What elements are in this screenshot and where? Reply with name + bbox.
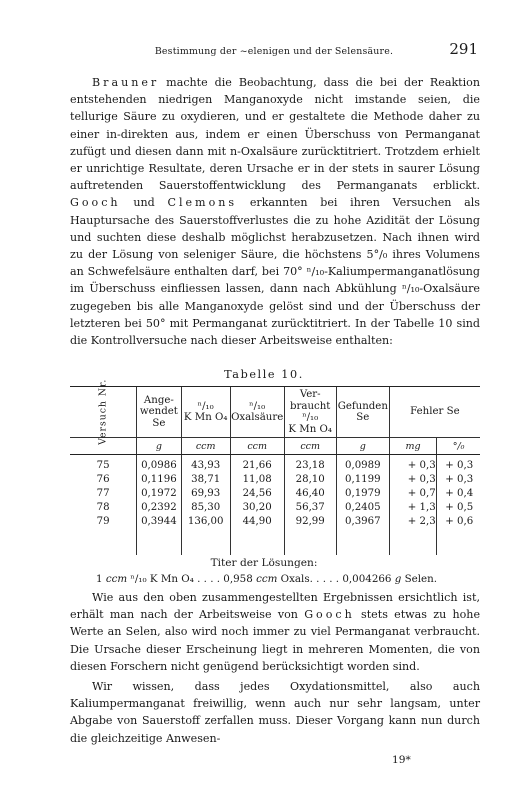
header-cell-nr: Versuch Nr.	[70, 387, 137, 438]
paragraph-text: machte die Beobachtung, dass die bei der Reaktion entstehenden niedrigen Manganoxyde nicht imstande seien, die tellurige Säure zu oxydieren, und er gestaltete die Methode daher zu einer in-direkten aus, indem er einen Überschuss von Permanganat zufügt und diesen dann mit n-Oxalsäure zurücktitriert. Trotzdem erhielt er unrichtige Resultate, deren Ursache er in der stets in saurer Lösung auftretenden Sauerstoffentwicklung des Permanganats erblickt.	[70, 76, 480, 193]
unit-cell: g	[137, 438, 181, 455]
unit-cell: mg	[389, 438, 437, 455]
paragraph-text: Wie aus den oben zusammengestellten Ergebnissen ersichtlich ist, erhält man nach der Arbeitsweise von	[70, 591, 480, 622]
table-row	[70, 455, 480, 474]
running-header	[70, 36, 478, 60]
cell-nr: 76	[96, 474, 110, 485]
cell-kmno4: 69,93	[181, 487, 230, 501]
paragraph-text: und	[120, 196, 168, 210]
header-cell-oxalic: ⁿ/₁₀ Oxalsäure	[230, 387, 284, 438]
cell-se: 0,1972	[137, 487, 181, 501]
cell-oxal: 11,08	[230, 473, 284, 487]
page-number: 291	[449, 40, 478, 58]
titer-title: Titer der Lösungen:	[210, 557, 318, 569]
cell-err-mg: + 0,7	[389, 487, 437, 501]
cell-found: 0,1979	[336, 487, 389, 501]
cell-oxal: 24,56	[230, 487, 284, 501]
cell-se: 0,1196	[137, 473, 181, 487]
header-cell-found: Gefunden Se	[336, 387, 389, 438]
cell-kmno4: 136,00	[181, 515, 230, 555]
cell-err-mg: + 2,3	[389, 515, 437, 555]
cell-se: 0,0986	[137, 455, 181, 474]
paragraph-results	[70, 589, 480, 675]
cell-err-pct: + 0,3	[437, 473, 480, 487]
unit-cell: ccm	[230, 438, 284, 455]
cell-oxal: 21,66	[230, 455, 284, 474]
unit-cell: ccm	[284, 438, 336, 455]
cell-err-pct: + 0,5	[437, 501, 480, 515]
cell-found: 0,0989	[336, 455, 389, 474]
table-row	[70, 501, 480, 515]
header-cell-error: Fehler Se	[389, 387, 480, 438]
paragraph-text: Wir wissen, dass jedes Oxydationsmittel, also auch Kaliumpermanganat freiwillig, wenn auch nur sehr langsam, unter Abgabe von Sauerstoff zerfallen muss. Dieser Vorgang kann nun durch die gleichzeitige Anwesen-	[70, 680, 480, 745]
cell-kmno4: 38,71	[181, 473, 230, 487]
cell-oxal: 44,90	[230, 515, 284, 555]
cell-used: 46,40	[284, 487, 336, 501]
cell-nr: 75	[96, 460, 110, 471]
cell-found: 0,2405	[336, 501, 389, 515]
author-name: Brauner	[92, 76, 160, 89]
cell-oxal: 30,20	[230, 501, 284, 515]
unit-cell: g	[336, 438, 389, 455]
paragraph-oxidation	[70, 678, 480, 747]
paragraph-brauner	[70, 74, 480, 349]
cell-se: 0,3944	[137, 515, 181, 555]
paragraph-text: erkannten bei ihren Versuchen als Hauptursache des Sauerstoffverlustes die zu hohe Azidität der Lösung und suchten diese deshalb möglichst herabzusetzen. Nach ihnen wird zu der Lösung von seleniger Säure, die höchstens 5°/₀ ihres Volumens an Schwefelsäure enthalten darf, bei 70° ⁿ/₁₀-Kaliumpermanganatlösung im Überschuss einfliessen lassen, dann nach Abkühlung ⁿ/₁₀-Oxalsäure zugegeben bis alle Manganoxyde gelöst sind und der Überschuss der letzteren bei 50° mit Permanganat zurücktitriert. In der Tabelle 10 sind die Kontrollversuche nach dieser Arbeitsweise enthalten:	[70, 196, 480, 348]
header-cell-se-weight: Ange- wendet Se	[137, 387, 181, 438]
titer-line: 1 ccm ⁿ/₁₀ K Mn O₄ . . . . 0,958 ccm Oxals. . . . . 0,004266 g Selen.	[96, 573, 438, 585]
cell-used: 28,10	[284, 473, 336, 487]
cell-kmno4: 43,93	[181, 455, 230, 474]
cell-found: 0,1199	[336, 473, 389, 487]
cell-nr: 78	[96, 502, 110, 513]
table-caption: Tabelle 10.	[224, 368, 304, 381]
cell-used: 23,18	[284, 455, 336, 474]
signature-mark: 19*	[392, 754, 411, 766]
cell-err-mg: + 1,3	[389, 501, 437, 515]
cell-err-mg: + 0,3	[389, 455, 437, 474]
results-table	[70, 378, 480, 555]
table-row	[70, 487, 480, 501]
header-cell-used: Ver- braucht ⁿ/₁₀ K Mn O₄	[284, 387, 336, 438]
cell-se: 0,2392	[137, 501, 181, 515]
unit-cell: ccm	[181, 438, 230, 455]
cell-err-pct: + 0,6	[437, 515, 480, 555]
header-cell-kmno4: ⁿ/₁₀ K Mn O₄	[181, 387, 230, 438]
running-title: Bestimmung der ~elenigen und der Selensäure.	[154, 46, 394, 57]
table-row	[70, 515, 480, 555]
cell-err-pct: + 0,4	[437, 487, 480, 501]
cell-err-pct: + 0,3	[437, 455, 480, 474]
cell-used: 56,37	[284, 501, 336, 515]
cell-nr: 77	[96, 488, 110, 499]
cell-used: 92,99	[284, 515, 336, 555]
cell-nr: 79	[96, 516, 110, 527]
author-name: Clemons	[167, 196, 238, 210]
author-name: Gooch	[304, 608, 355, 622]
cell-err-mg: + 0,3	[389, 473, 437, 487]
table-row	[70, 473, 480, 487]
cell-found: 0,3967	[336, 515, 389, 555]
unit-cell: °/₀	[437, 438, 480, 455]
author-name: Gooch	[70, 196, 121, 210]
cell-kmno4: 85,30	[181, 501, 230, 515]
paragraph-text: stets etwas zu hohe Werte an Selen, also wird noch immer zu viel Permanganat verbraucht. Die Ursache dieser Erscheinung liegt in mehreren Momenten, die von diesen Forschern nicht genügend berücksichtigt worden sind.	[70, 608, 481, 673]
